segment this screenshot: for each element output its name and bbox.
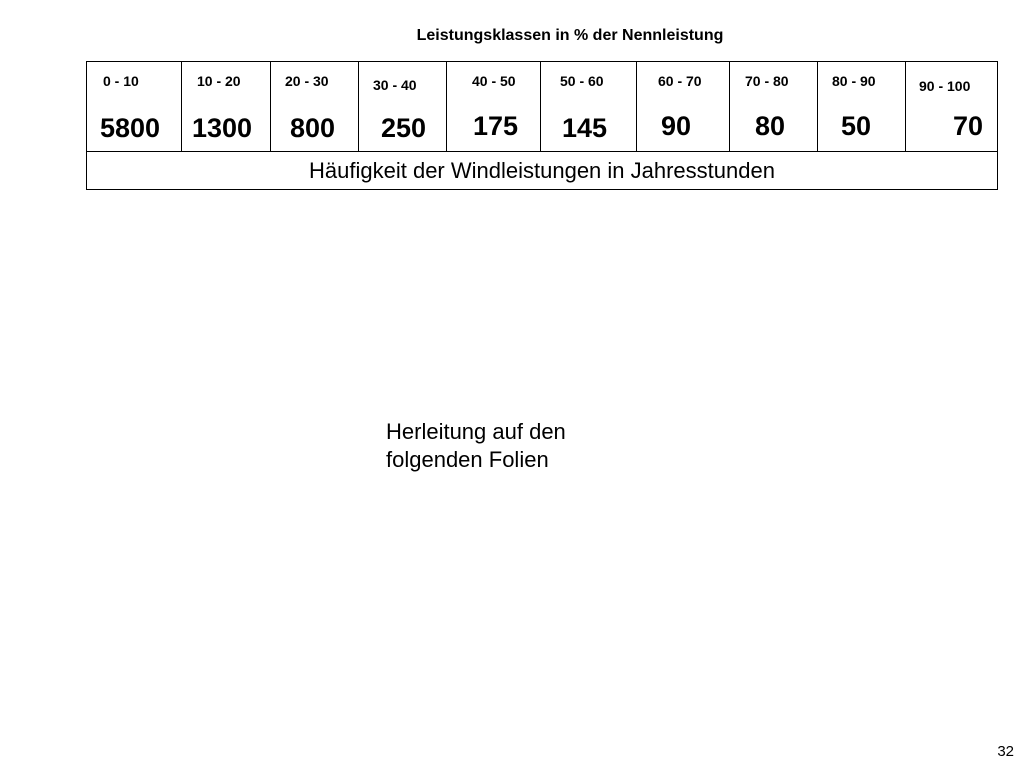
column-divider [181, 61, 182, 152]
column-divider [358, 61, 359, 152]
column-divider [817, 61, 818, 152]
range-label-90-100: 90 - 100 [919, 78, 971, 94]
column-divider [636, 61, 637, 152]
range-label-50-60: 50 - 60 [560, 73, 604, 89]
column-divider [729, 61, 730, 152]
note-line-2: folgenden Folien [386, 447, 549, 472]
range-label-0-10: 0 - 10 [103, 73, 139, 89]
column-divider [540, 61, 541, 152]
range-label-40-50: 40 - 50 [472, 73, 516, 89]
value-20-30: 800 [290, 113, 336, 143]
note-line-1: Herleitung auf den [386, 419, 566, 444]
table-row-divider [86, 151, 998, 152]
value-10-20: 1300 [192, 113, 253, 143]
page-number: 32 [997, 743, 1014, 760]
value-0-10: 5800 [100, 113, 161, 143]
range-label-60-70: 60 - 70 [658, 73, 702, 89]
value-80-90: 50 [841, 111, 872, 141]
derivation-note [386, 418, 566, 474]
value-60-70: 90 [661, 111, 692, 141]
column-divider [446, 61, 447, 152]
value-30-40: 250 [381, 113, 427, 143]
range-label-30-40: 30 - 40 [373, 77, 417, 93]
column-divider [270, 61, 271, 152]
table-caption: Leistungsklassen in % der Nennleistung [416, 27, 724, 44]
value-50-60: 145 [562, 113, 608, 143]
value-70-80: 80 [755, 111, 786, 141]
value-90-100: 70 [953, 111, 984, 141]
column-divider [905, 61, 906, 152]
range-label-10-20: 10 - 20 [197, 73, 241, 89]
range-label-70-80: 70 - 80 [745, 73, 789, 89]
value-40-50: 175 [473, 111, 519, 141]
range-label-80-90: 80 - 90 [832, 73, 876, 89]
table-footer-label: Häufigkeit der Windleistungen in Jahresstunden [309, 158, 775, 183]
range-label-20-30: 20 - 30 [285, 73, 329, 89]
